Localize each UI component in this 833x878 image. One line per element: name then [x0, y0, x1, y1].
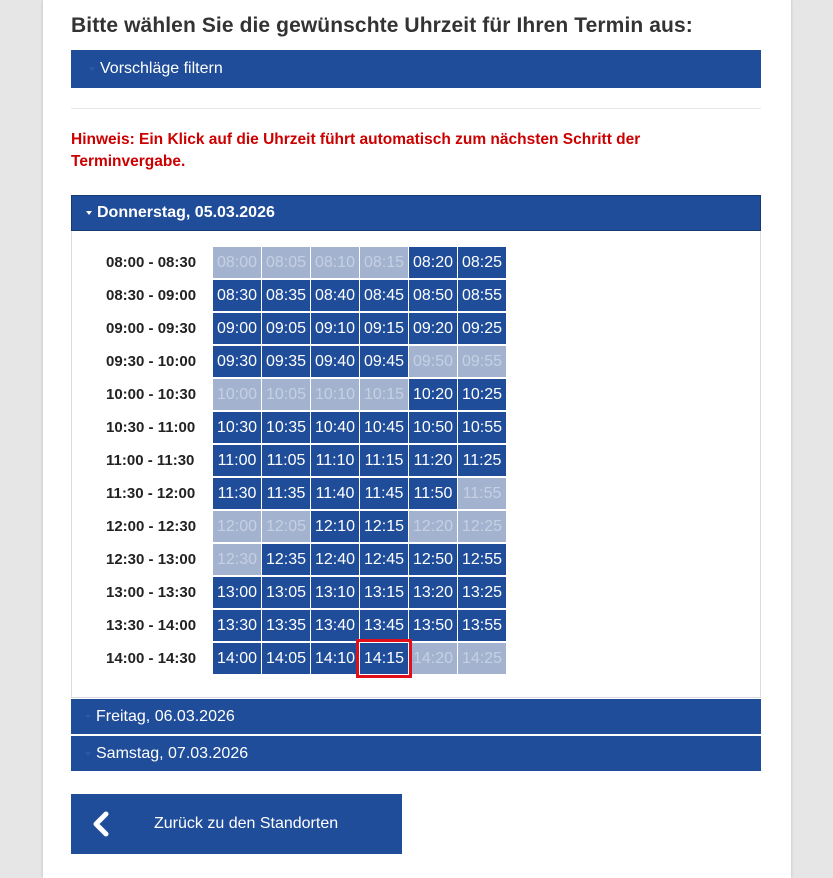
timeslot-unavailable: 12:00: [213, 511, 261, 542]
day-header-thursday[interactable]: [71, 195, 761, 231]
time-range-label: 13:00 - 13:30: [106, 584, 197, 601]
timeslot-button[interactable]: 08:20: [409, 247, 457, 278]
time-range-label: 09:30 - 10:00: [106, 353, 197, 370]
time-range-label: 11:00 - 11:30: [106, 452, 195, 469]
timeslot-button[interactable]: 13:25: [458, 577, 506, 608]
timeslot-button[interactable]: 09:25: [458, 313, 506, 344]
timeslot-button[interactable]: 13:20: [409, 577, 457, 608]
timeslot-button[interactable]: 09:30: [213, 346, 261, 377]
timeslot-button[interactable]: 12:55: [458, 544, 506, 575]
timeslot-button[interactable]: 11:35: [262, 478, 310, 509]
timeslot-button[interactable]: 09:10: [311, 313, 359, 344]
timeslot-button[interactable]: 13:10: [311, 577, 359, 608]
timeslot-button[interactable]: 13:00: [213, 577, 261, 608]
time-range-label: 10:30 - 11:00: [106, 419, 196, 436]
timeslot-button[interactable]: 13:40: [311, 610, 359, 641]
timeslot-unavailable: 09:50: [409, 346, 457, 377]
timeslot-row: [106, 477, 507, 510]
divider: [71, 108, 761, 109]
time-range-label: 12:00 - 12:30: [106, 518, 197, 535]
timeslot-button[interactable]: 10:35: [262, 412, 310, 443]
timeslot-button[interactable]: 10:30: [213, 412, 261, 443]
timeslot-panel: [71, 231, 761, 698]
timeslot-button[interactable]: 13:05: [262, 577, 310, 608]
chevron-left-icon-svg: [91, 811, 111, 837]
time-range-label: 14:00 - 14:30: [106, 650, 197, 667]
timeslot-button[interactable]: 09:35: [262, 346, 310, 377]
timeslot-button[interactable]: 10:45: [360, 412, 408, 443]
timeslot-unavailable: 12:05: [262, 511, 310, 542]
timeslot-button[interactable]: 11:00: [213, 445, 261, 476]
timeslot-row: [106, 411, 507, 444]
timeslot-button[interactable]: 11:05: [262, 445, 310, 476]
timeslot-button[interactable]: 09:20: [409, 313, 457, 344]
timeslot-row: [106, 279, 507, 312]
page-container: [43, 0, 791, 878]
timeslot-unavailable: 10:15: [360, 379, 408, 410]
timeslot-button[interactable]: 10:25: [458, 379, 506, 410]
timeslot-button[interactable]: 10:50: [409, 412, 457, 443]
chevron-left-icon: [71, 794, 131, 854]
time-range-label: 12:30 - 13:00: [106, 551, 197, 568]
timeslot-unavailable: 08:15: [360, 247, 408, 278]
timeslot-row: [106, 312, 507, 345]
timeslot-unavailable: 10:00: [213, 379, 261, 410]
timeslot-button[interactable]: 14:10: [311, 643, 359, 674]
timeslot-unavailable: 08:05: [262, 247, 310, 278]
timeslot-button[interactable]: 09:00: [213, 313, 261, 344]
timeslot-row: [106, 576, 507, 609]
timeslot-button[interactable]: 11:25: [458, 445, 506, 476]
timeslot-button[interactable]: 08:30: [213, 280, 261, 311]
timeslot-button[interactable]: 11:50: [409, 478, 457, 509]
day-header-friday[interactable]: [71, 699, 761, 734]
timeslot-button[interactable]: 08:55: [458, 280, 506, 311]
day-header-label: Freitag, 06.03.2026: [96, 707, 235, 725]
timeslot-unavailable: 08:00: [213, 247, 261, 278]
timeslot-button[interactable]: 12:40: [311, 544, 359, 575]
timeslot-button[interactable]: 13:55: [458, 610, 506, 641]
timeslot-button[interactable]: 09:40: [311, 346, 359, 377]
timeslot-unavailable: 12:20: [409, 511, 457, 542]
hint-text: Hinweis: Ein Klick auf die Uhrzeit führt automatisch zum nächsten Schritt der Terminvergabe.: [71, 131, 641, 170]
timeslot-button[interactable]: 11:40: [311, 478, 359, 509]
time-range-label: 08:00 - 08:30: [106, 254, 197, 271]
page-title: Bitte wählen Sie die gewünschte Uhrzeit für Ihren Termin aus:: [71, 14, 693, 37]
timeslot-unavailable: 12:30: [213, 544, 261, 575]
timeslot-row: [106, 345, 507, 378]
timeslot-button[interactable]: 09:15: [360, 313, 408, 344]
time-range-label: 10:00 - 10:30: [106, 386, 197, 403]
timeslot-button[interactable]: 11:20: [409, 445, 457, 476]
timeslot-button[interactable]: 11:10: [311, 445, 359, 476]
day-header-label: Samstag, 07.03.2026: [96, 744, 249, 762]
timeslot-row: [106, 378, 507, 411]
timeslot-button[interactable]: 13:30: [213, 610, 261, 641]
timeslot-row: [106, 510, 507, 543]
timeslot-row: [106, 444, 507, 477]
timeslot-button[interactable]: 11:30: [213, 478, 261, 509]
time-range-label: 09:00 - 09:30: [106, 320, 197, 337]
timeslot-unavailable: 12:25: [458, 511, 506, 542]
timeslot-button[interactable]: 13:35: [262, 610, 310, 641]
timeslot-button[interactable]: 11:45: [360, 478, 408, 509]
time-range-label: 08:30 - 09:00: [106, 287, 197, 304]
filter-toggle-label: Vorschläge filtern: [100, 60, 223, 77]
day-header-saturday[interactable]: [71, 736, 761, 771]
caret-right-icon: [85, 715, 91, 719]
timeslot-button[interactable]: 14:05: [262, 643, 310, 674]
timeslot-button[interactable]: 10:40: [311, 412, 359, 443]
timeslot-button[interactable]: 12:15: [360, 511, 408, 542]
timeslot-unavailable: 08:10: [311, 247, 359, 278]
timeslot-unavailable: 11:55: [458, 478, 506, 509]
timeslot-unavailable: 14:25: [458, 643, 506, 674]
back-button-label: Zurück zu den Standorten: [154, 815, 339, 832]
timeslot-button[interactable]: 13:45: [360, 610, 408, 641]
timeslot-button[interactable]: 12:35: [262, 544, 310, 575]
timeslot-button[interactable]: 14:00: [213, 643, 261, 674]
timeslot-row: [106, 543, 507, 576]
timeslot-button[interactable]: 08:40: [311, 280, 359, 311]
timeslot-button[interactable]: 08:50: [409, 280, 457, 311]
timeslot-row: [106, 642, 507, 675]
timeslot-row: [106, 246, 507, 279]
timeslot-unavailable: 10:05: [262, 379, 310, 410]
timeslot-unavailable: 14:20: [409, 643, 457, 674]
timeslot-button[interactable]: 09:05: [262, 313, 310, 344]
timeslot-button[interactable]: 13:50: [409, 610, 457, 641]
timeslot-button[interactable]: 13:15: [360, 577, 408, 608]
caret-down-icon: [86, 211, 92, 215]
filter-toggle[interactable]: [71, 50, 761, 88]
timeslot-button[interactable]: 11:15: [360, 445, 408, 476]
back-to-locations-button[interactable]: [71, 794, 402, 854]
timeslot-button[interactable]: 10:20: [409, 379, 457, 410]
timeslot-unavailable: 09:55: [458, 346, 506, 377]
caret-right-icon: [85, 752, 91, 756]
timeslot-grid: [106, 246, 507, 675]
timeslot-button[interactable]: 12:50: [409, 544, 457, 575]
timeslot-button[interactable]: 12:45: [360, 544, 408, 575]
timeslot-button[interactable]: 08:45: [360, 280, 408, 311]
timeslot-unavailable: 10:10: [311, 379, 359, 410]
time-range-label: 11:30 - 12:00: [106, 485, 196, 502]
timeslot-button[interactable]: 08:25: [458, 247, 506, 278]
timeslot-button[interactable]: 09:45: [360, 346, 408, 377]
timeslot-button[interactable]: 14:15: [360, 643, 408, 674]
timeslot-button[interactable]: 08:35: [262, 280, 310, 311]
timeslot-row: [106, 609, 507, 642]
day-header-label: Donnerstag, 05.03.2026: [97, 204, 275, 221]
time-range-label: 13:30 - 14:00: [106, 617, 197, 634]
timeslot-button[interactable]: 12:10: [311, 511, 359, 542]
caret-down-icon: [89, 67, 95, 71]
timeslot-button[interactable]: 10:55: [458, 412, 506, 443]
